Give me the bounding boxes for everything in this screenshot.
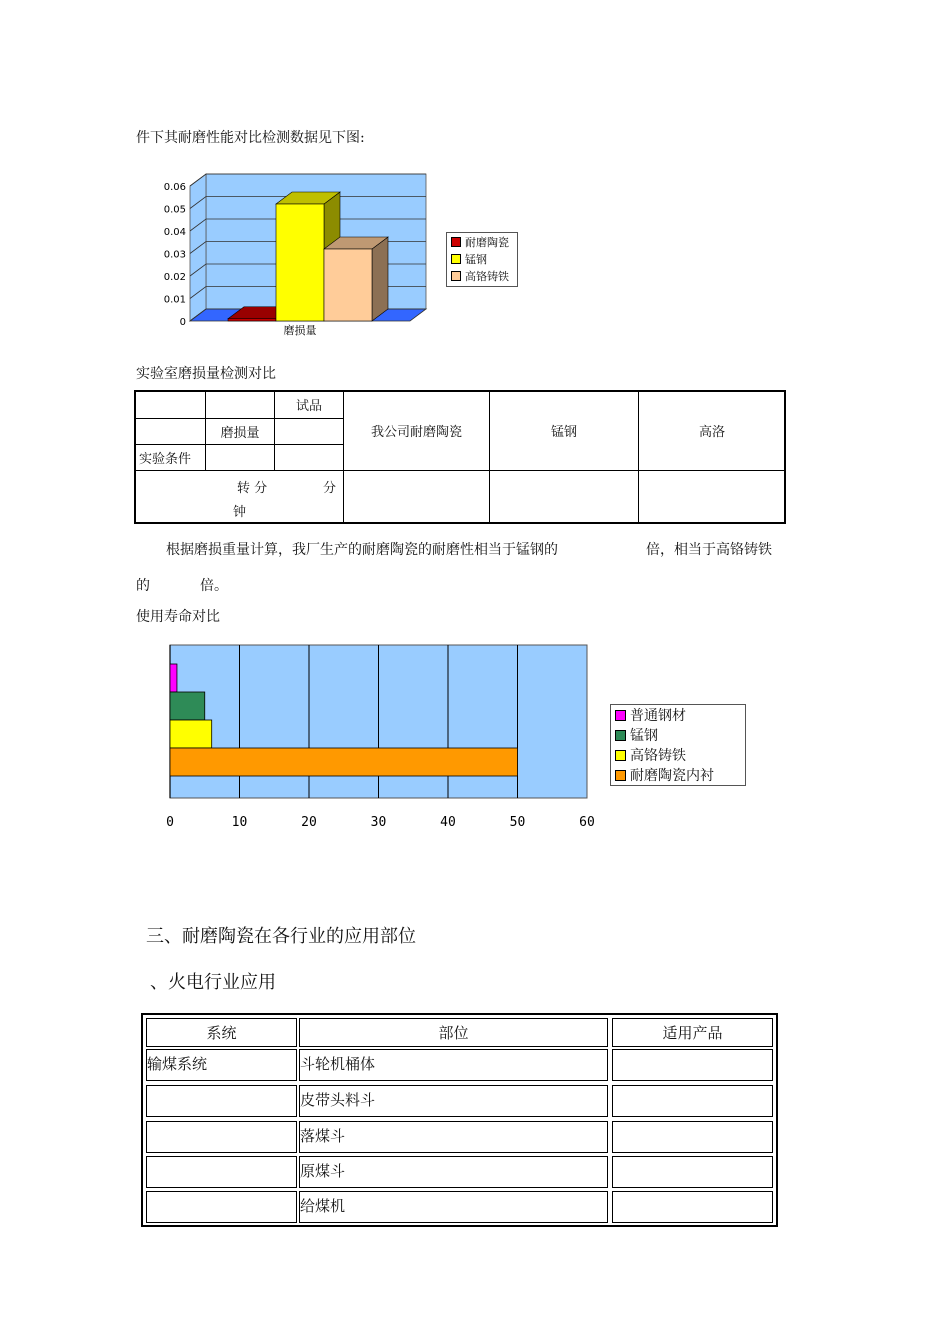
lab-cell: [135, 391, 206, 419]
legend-item: [611, 765, 745, 785]
table-cell: [146, 1191, 297, 1223]
x-tick-label: 10: [231, 815, 248, 830]
lab-condition-label: 实验条件: [135, 445, 206, 471]
table-cell: [146, 1121, 297, 1153]
life-chart-legend: [610, 704, 746, 786]
y-tick-label: 0.03: [163, 249, 186, 261]
legend-swatch: [615, 750, 626, 761]
para-times: 倍，相当于高铬铸铁: [646, 542, 772, 558]
bar: [170, 720, 212, 748]
legend-swatch: [615, 710, 626, 721]
x-tick-label: 60: [579, 815, 595, 830]
x-tick-label: 20: [301, 815, 317, 830]
legend-label: 高铬铸铁: [465, 269, 509, 283]
lab-speed-b: 分: [323, 481, 337, 496]
table-cell: [146, 1156, 297, 1188]
y-tick-label: 0: [179, 317, 186, 328]
legend-swatch: [615, 770, 626, 781]
para-line2-a: 的: [136, 578, 150, 594]
legend-label: 普通钢材: [630, 708, 686, 724]
lab-cell: [639, 471, 786, 523]
lab-col-cr: 高洛: [639, 391, 786, 471]
lab-caption: 实验室磨损量检测对比: [136, 366, 276, 382]
y-tick-label: 0.01: [163, 294, 186, 306]
table-cell: [612, 1191, 773, 1223]
table-cell: [612, 1049, 773, 1081]
legend-swatch: [451, 271, 461, 281]
lab-cell: [275, 419, 344, 445]
bar: [170, 692, 205, 720]
legend-item: [611, 725, 745, 745]
lab-cell: [344, 471, 490, 523]
legend-label: 耐磨陶瓷: [465, 235, 509, 249]
table-header: 适用产品: [612, 1018, 773, 1047]
lab-cell: [206, 445, 275, 471]
table-header: 部位: [299, 1018, 608, 1047]
lab-speed-c: 钟: [233, 505, 247, 520]
lab-col-mn: 锰钢: [490, 391, 639, 471]
legend-item: [611, 705, 745, 725]
legend-label: 耐磨陶瓷内衬: [630, 768, 714, 784]
x-tick-label: 40: [440, 815, 456, 830]
table-header: 系统: [146, 1018, 297, 1047]
table-cell: 输煤系统: [146, 1049, 297, 1081]
table-cell: [146, 1085, 297, 1117]
table-cell: [612, 1156, 773, 1188]
legend-swatch: [615, 730, 626, 741]
lab-cell: [135, 419, 206, 445]
y-tick-label: 0.04: [163, 227, 186, 238]
para-line1: 根据磨损重量计算，我厂生产的耐磨陶瓷的耐磨性相当于锰钢的: [166, 542, 558, 558]
y-tick-label: 0.06: [163, 182, 186, 193]
application-table: [141, 1013, 778, 1227]
y-tick-label: 0.02: [163, 272, 186, 283]
legend-item: [447, 267, 517, 284]
intro-text: 件下其耐磨性能对比检测数据见下图:: [136, 130, 365, 146]
para-line2-b: 倍。: [200, 578, 228, 594]
legend-item: [611, 745, 745, 765]
legend-label: 锰钢: [465, 252, 487, 266]
lab-cell: [275, 445, 344, 471]
table-cell: [612, 1085, 773, 1117]
legend-item: [447, 233, 517, 250]
lab-cell: [206, 391, 275, 419]
table-cell: 落煤斗: [299, 1121, 608, 1153]
lab-speed-cell: [135, 471, 344, 523]
bar: [170, 664, 177, 692]
lab-speed-a: 转 分: [237, 481, 268, 496]
x-tick-label: 0: [166, 815, 174, 830]
bar: [324, 237, 388, 321]
legend-label: 锰钢: [630, 728, 658, 744]
sub-heading: 、火电行业应用: [150, 972, 276, 993]
lab-table: [134, 390, 786, 523]
life-caption: 使用寿命对比: [136, 609, 220, 625]
bar: [170, 748, 518, 776]
x-tick-label: 30: [370, 815, 387, 830]
lab-col-ceramic: 我公司耐磨陶瓷: [344, 391, 490, 471]
x-category-label: 磨损量: [283, 324, 317, 337]
section-heading: 三、耐磨陶瓷在各行业的应用部位: [146, 926, 416, 947]
table-cell: 斗轮机桶体: [299, 1049, 608, 1081]
lab-wear-label: 磨损量: [206, 419, 275, 445]
x-tick-label: 50: [509, 815, 526, 830]
lab-cell: [490, 471, 639, 523]
table-cell: [612, 1121, 773, 1153]
life-chart: [160, 640, 600, 835]
legend-item: [447, 250, 517, 267]
table-cell: 原煤斗: [299, 1156, 608, 1188]
y-tick-label: 0.05: [163, 204, 186, 216]
legend-label: 高铬铸铁: [630, 748, 686, 764]
legend-swatch: [451, 254, 461, 264]
table-cell: 皮带头料斗: [299, 1085, 608, 1117]
wear-chart-legend: [446, 232, 518, 287]
table-cell: 给煤机: [299, 1191, 608, 1223]
legend-swatch: [451, 237, 461, 247]
lab-sample-label: 试品: [275, 391, 344, 419]
